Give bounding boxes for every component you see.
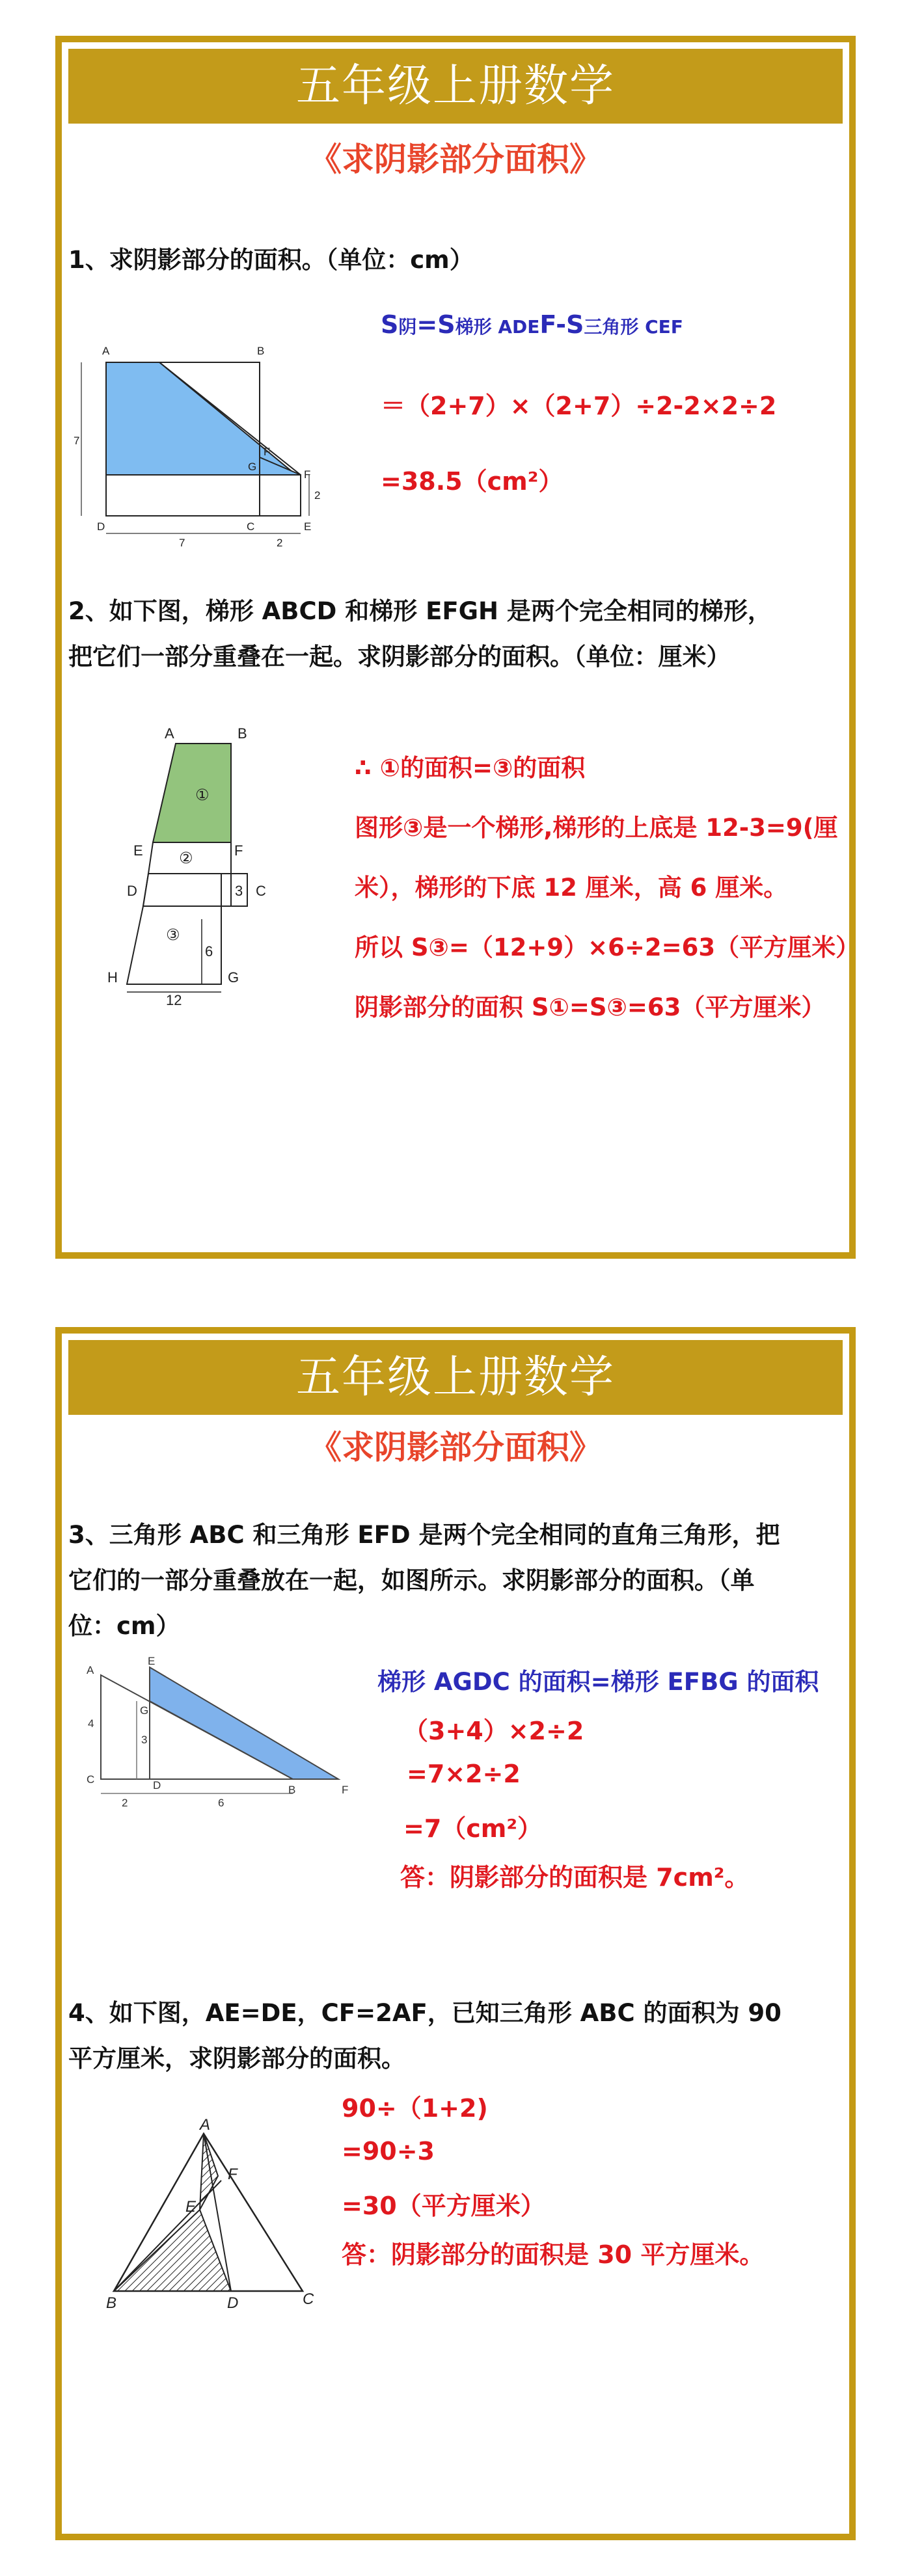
label-F: F xyxy=(342,1784,349,1796)
q1-step1: ＝（2+7）×（2+7）÷2-2×2÷2 xyxy=(381,392,777,420)
q3-line5: 答：阴影部分的面积是 7cm²。 xyxy=(400,1863,750,1892)
q2-line4: 所以 S③=（12+9）×6÷2=63（平方厘米） xyxy=(355,933,860,961)
label-C: C xyxy=(303,2290,314,2308)
label-C: C xyxy=(247,520,255,533)
worksheet-page-1 xyxy=(55,36,860,1259)
page-subtitle: 《求阴影部分面积》 xyxy=(309,140,602,178)
question-1: 1、求阴影部分的面积。（单位：cm） xyxy=(68,246,474,274)
shaded-region-1 xyxy=(153,744,231,842)
label-A: A xyxy=(102,345,110,357)
page-subtitle: 《求阴影部分面积》 xyxy=(309,1428,602,1466)
label-E: E xyxy=(185,2198,197,2216)
question-2-line2: 把它们一部分重叠在一起。求阴影部分的面积。（单位：厘米） xyxy=(68,643,731,671)
figure-q4 xyxy=(88,2114,348,2329)
question-2-line1: 2、如下图，梯形 ABCD 和梯形 EFGH 是两个完全相同的梯形， xyxy=(68,597,772,625)
label-H: H xyxy=(107,969,118,986)
question-4-line2: 平方厘米，求阴影部分的面积。 xyxy=(68,2045,405,2073)
label-B: B xyxy=(106,2294,117,2312)
page-banner: 五年级上册数学 xyxy=(68,49,843,124)
q2-line5: 阴影部分的面积 S①=S③=63（平方厘米） xyxy=(355,993,826,1021)
q4-line2: =90÷3 xyxy=(342,2137,435,2166)
q4-line1: 90÷（1+2) xyxy=(342,2094,488,2123)
label-A: A xyxy=(200,2116,211,2134)
shaded-trapezoid xyxy=(106,362,296,475)
label-D: D xyxy=(227,2294,239,2312)
question-3-line2: 它们的一部分重叠放在一起，如图所示。求阴影部分的面积。（单 xyxy=(68,1566,755,1594)
label-G: G xyxy=(140,1704,149,1717)
label-D: D xyxy=(127,883,137,899)
figure-q3 xyxy=(68,1656,368,1838)
q4-line4: 答：阴影部分的面积是 30 平方厘米。 xyxy=(342,2240,765,2269)
page-banner: 五年级上册数学 xyxy=(68,1340,843,1415)
figure-q2 xyxy=(81,725,329,1008)
label-D: D xyxy=(153,1779,161,1791)
label-E: E xyxy=(133,842,143,859)
label-F: F xyxy=(228,2166,238,2183)
figure-q1 xyxy=(68,329,329,550)
q1-step2: =38.5（cm²） xyxy=(381,467,564,496)
len-2-bottom: 2 xyxy=(277,537,283,549)
len-2-right: 2 xyxy=(314,489,321,502)
len-7-bottom: 7 xyxy=(179,537,185,549)
len-7-left: 7 xyxy=(74,435,80,447)
len-6: 6 xyxy=(218,1797,224,1809)
len-2: 2 xyxy=(122,1797,128,1809)
label-C: C xyxy=(256,883,266,899)
q2-solution xyxy=(355,738,862,1038)
label-B: B xyxy=(288,1784,296,1796)
worksheet-page-2 xyxy=(55,1327,856,2540)
label-E: E xyxy=(304,520,312,533)
q3-line2: （3+4）×2÷2 xyxy=(403,1717,584,1745)
question-3-line3: 位：cm） xyxy=(68,1612,180,1640)
q1-formula: S阴=S梯形 ADEF-S三角形 CEF xyxy=(381,310,683,339)
region-2-label: ② xyxy=(179,850,193,867)
len-3: 3 xyxy=(141,1734,148,1746)
q2-line1: ∴ ①的面积=③的面积 xyxy=(355,754,586,782)
label-G: G xyxy=(248,461,257,473)
q2-line2: 图形③是一个梯形,梯形的上底是 12-3=9(厘 xyxy=(355,814,838,842)
label-D: D xyxy=(97,520,105,533)
len-3: 3 xyxy=(235,883,243,899)
label-G: G xyxy=(228,969,239,986)
region-1-label: ① xyxy=(195,786,210,804)
len-6: 6 xyxy=(205,943,213,959)
label-F: F xyxy=(264,446,271,458)
label-F: F xyxy=(234,842,243,859)
label-C: C xyxy=(87,1773,95,1786)
label-A: A xyxy=(87,1664,94,1676)
q3-line1: 梯形 AGDC 的面积=梯形 EFBG 的面积 xyxy=(377,1668,819,1696)
q3-line4: =7（cm²） xyxy=(403,1814,543,1843)
label-F2: F xyxy=(304,468,311,481)
label-B: B xyxy=(257,345,265,357)
len-12: 12 xyxy=(166,992,182,1008)
q3-line3: =7×2÷2 xyxy=(407,1760,521,1788)
label-A: A xyxy=(165,725,174,742)
label-E: E xyxy=(148,1655,156,1667)
q4-line3: =30（平方厘米） xyxy=(342,2192,545,2220)
question-4-line1: 4、如下图，AE=DE，CF=2AF，已知三角形 ABC 的面积为 90 xyxy=(68,1999,782,2027)
q2-line3: 米），梯形的下底 12 厘米，高 6 厘米。 xyxy=(355,874,788,902)
label-B: B xyxy=(238,725,247,742)
region-3-label: ③ xyxy=(166,926,180,944)
len-4: 4 xyxy=(88,1717,94,1730)
question-3-line1: 3、三角形 ABC 和三角形 EFD 是两个完全相同的直角三角形，把 xyxy=(68,1521,780,1549)
